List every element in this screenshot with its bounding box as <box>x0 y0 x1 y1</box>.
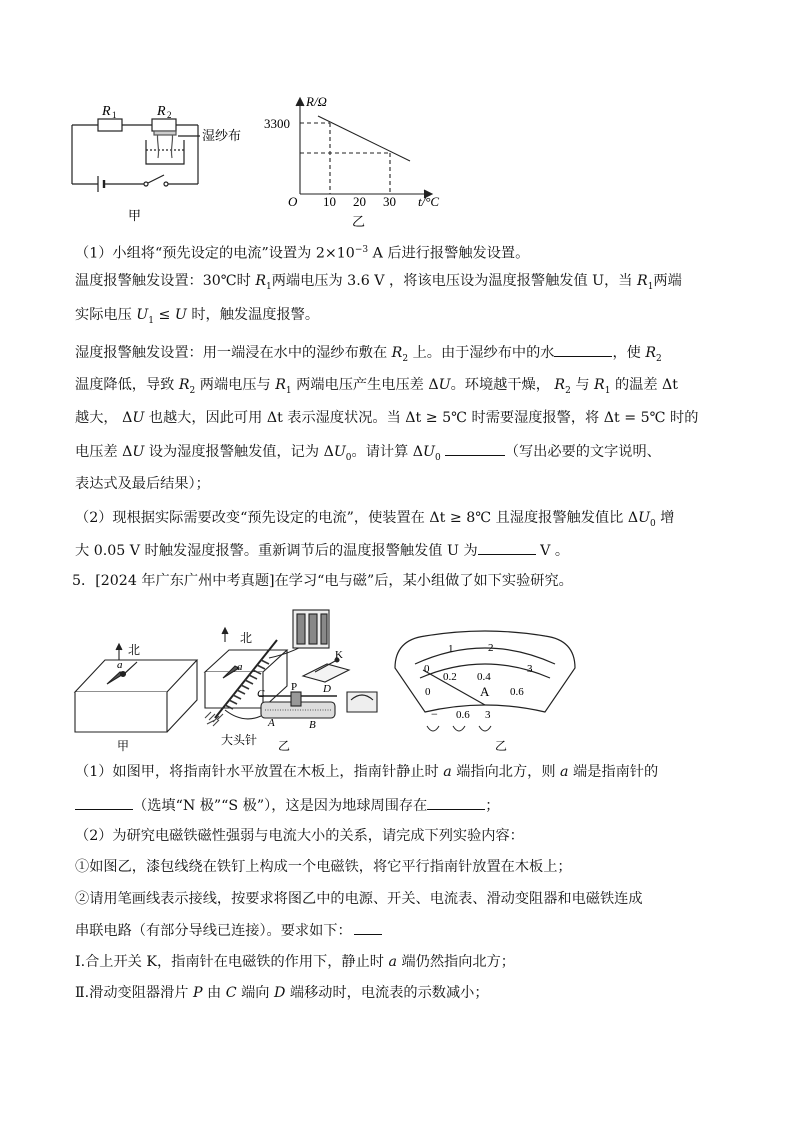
top-scale-2: 2 <box>488 642 494 654</box>
terminal-3: 3 <box>485 709 491 721</box>
p1-line: （1）小组将“预先设定的电流”设置为 $2\times 10^{-3}$ A 后进行报警触发设置。 <box>75 245 530 262</box>
r1-label: R <box>102 104 111 119</box>
yi-north-label: 北 <box>240 631 253 645</box>
yi-needle-a: a <box>237 661 243 673</box>
y-axis-label: R/Ω <box>306 94 327 109</box>
rheostat-p: P <box>291 681 298 693</box>
circuit-caption: 甲 <box>128 208 142 223</box>
circuit-diagram <box>72 119 200 192</box>
beaker <box>146 140 184 164</box>
q5-1-line-2: （选填“N 极”“S 极”），这是因为地球周围存在 ； <box>75 795 499 816</box>
switch-blade <box>148 175 164 183</box>
p3-line-2: 温度降低，导致 $R_2$ 两端电压与 $R_1$ 两端电压产生电压差 ΔU。环境越干燥， $R_2$ 与 $R_1$ 的温差 Δt <box>75 377 678 396</box>
yi-caption: 乙 <box>278 739 291 753</box>
terminal-06: 0.6 <box>456 709 470 721</box>
switch-pivot <box>144 182 148 186</box>
jia-north-label: 北 <box>128 643 141 657</box>
q5-2-line: （2）为研究电磁铁磁性强弱与电流大小的关系，请完成下列实验内容： <box>75 828 524 844</box>
wet-cloth <box>157 132 172 158</box>
q5-2a-line: ①如图乙，漆包线绕在铁钉上构成一个电磁铁，将它平行指南针放置在木板上； <box>75 859 572 875</box>
q5-2c-line: 串联电路（有部分导线已连接）。要求如下： <box>75 920 382 941</box>
x-axis-label: t/°C <box>418 194 440 209</box>
x-tick-10: 10 <box>323 194 336 209</box>
question-5-title: 5．[2024 年广东广州中考真题]在学习“电与磁”后，某小组做了如下实验研究。 <box>72 573 573 589</box>
bottom-scale-04: 0.4 <box>477 671 491 683</box>
answer-blank-6[interactable] <box>354 920 382 935</box>
top-figures <box>60 88 460 236</box>
bottom-figures <box>65 600 735 758</box>
pins <box>205 712 223 726</box>
r1-sub: 1 <box>112 110 117 120</box>
q5-1-line-1: （1）如图甲，将指南针水平放置在木板上，指南针静止时 a 端指向北方，则 a 端是指南针的 <box>75 764 659 780</box>
pins-label: 大头针 <box>221 733 258 747</box>
resistance-temperature-graph <box>296 98 432 198</box>
x-tick-20: 20 <box>353 194 366 209</box>
requirement-1: Ⅰ.合上开关 K，指南针在电磁铁的作用下，静止时 a 端仍然指向北方； <box>75 954 515 970</box>
resistor-r1 <box>98 119 122 131</box>
p3-line-3: 越大， ΔU 也越大，因此可用 Δt 表示湿度状况。当 Δt ≥ 5℃ 时需要湿度报警，将 Δt = 5℃ 时的 <box>75 410 699 426</box>
rheostat-a: A <box>268 717 275 729</box>
graph-line <box>318 116 410 161</box>
y-tick-3300: 3300 <box>264 116 290 131</box>
p4-line-1: （2）现根据实际需要改变“预先设定的电流”，使装置在 Δt ≥ 8℃ 且湿度报警触发值比 $\Delta U_0$ 增 <box>75 510 675 529</box>
meter-caption: 乙 <box>495 739 508 753</box>
figure-yi-setup <box>205 610 377 726</box>
switch-k <box>303 664 349 682</box>
bottom-scale-02: 0.2 <box>443 671 457 683</box>
rheostat-c: C <box>257 688 265 700</box>
p3-line-1: 湿度报警触发设置：用一端浸在水中的湿纱布敷在 $R_2$ 上。由于湿纱布中的水 ，使 $R_2$ <box>75 342 662 369</box>
bottom-scale-0: 0 <box>425 686 431 698</box>
p2-line-1: 温度报警触发设置：30℃时 $R_1$两端电压为 3.6 V ，将该电压设为温度报警触发值 U，当 $R_1$两端 <box>75 273 682 292</box>
p4-line-2: 大 0.05 V 时触发湿度报警。重新调节后的温度报警触发值 U 为 V 。 <box>75 540 569 561</box>
answer-blank-2[interactable] <box>445 441 505 456</box>
answer-blank-5[interactable] <box>427 795 485 810</box>
ammeter-unit: A <box>480 684 490 699</box>
switch-k-label: K <box>335 649 343 661</box>
terminal-posts <box>427 726 491 731</box>
resistor-r2 <box>152 119 176 131</box>
x-tick-30: 30 <box>383 194 396 209</box>
jia-needle-a: a <box>117 659 123 671</box>
terminal-minus: − <box>431 707 438 721</box>
r2-label: R <box>157 104 166 119</box>
top-scale-0: 0 <box>424 663 430 675</box>
p3-line-5: 表达式及最后结果）； <box>75 476 210 492</box>
q5-2b-line: ②请用笔画线表示接线，按要求将图乙中的电源、开关、电流表、滑动变阻器和电磁铁连成 <box>75 891 643 907</box>
top-scale-1: 1 <box>448 643 454 655</box>
answer-blank-3[interactable] <box>478 540 536 555</box>
p3-line-4: 电压差 ΔU 设为湿度报警触发值，记为 $\Delta U_0$。请计算 $\Delta U_0$ （写出必要的文字说明、 <box>75 441 661 468</box>
jia-caption: 甲 <box>117 739 130 753</box>
top-scale-3: 3 <box>527 663 533 675</box>
bottom-scale-06: 0.6 <box>510 686 524 698</box>
wet-cloth-label: 湿纱布 <box>202 128 242 143</box>
answer-blank-1[interactable] <box>554 342 612 357</box>
slider-p <box>291 692 301 706</box>
origin-label: O <box>288 194 298 209</box>
rheostat-b: B <box>309 719 316 731</box>
rheostat-d: D <box>323 683 331 695</box>
requirement-2: Ⅱ.滑动变阻器滑片 P 由 C 端向 D 端移动时，电流表的示数减小； <box>75 985 489 1001</box>
r2-sub: 2 <box>167 110 172 120</box>
answer-blank-4[interactable] <box>75 795 133 810</box>
figure-jia-compass <box>75 644 197 732</box>
graph-caption: 乙 <box>352 214 366 229</box>
p2-line-2: 实际电压 $U_1 \le U$ 时，触发温度报警。 <box>75 307 320 326</box>
